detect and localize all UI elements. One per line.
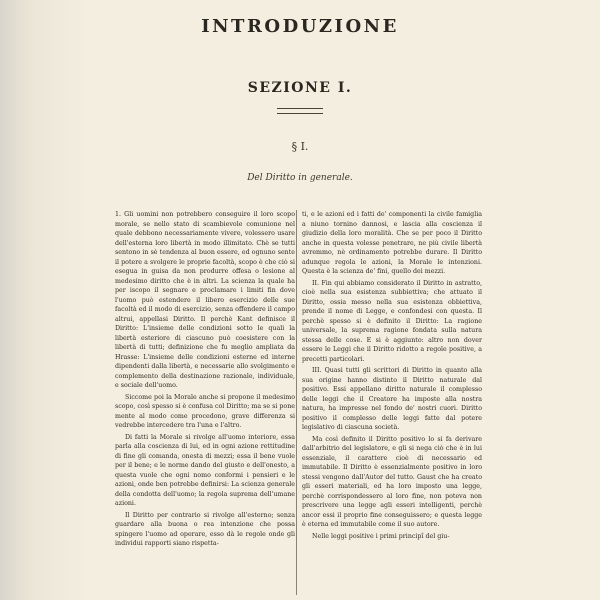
body-paragraph: II. Fin qui abbiamo considerato il Diritto in astratto, cioè nella sua esistenza subbiettiva; che attuato il Diritto, ossia messo nella sua esistenza obbiettiva, prende il nome di Legge, e confondesi con questa. Il perchè spesso si è definito il Diritto: La ragione universale, la suprema ragione fondata sulla natura stessa delle cose. E si è aggiunto: altro non dover essere le Leggi che il Diritto ridotto a regole positive, a precetti particolari. — [302, 279, 482, 363]
body-paragraph: Siccome poi la Morale anche si propone il medesimo scopo, così spesso si è confusa col Diritto; ma se si pone mente al modo come procedono, grave differenza si vedrebbe intercedere tra l'una e l'altro. — [115, 393, 295, 429]
body-paragraph: 1. Gli uomini non potrebbero conseguire il loro scopo morale, se nello stato di scambievole comunione nel quale debbono necessariamente vivere, volessero usare dell'esterna loro libertà in modo illimitato. Chè se tutti sentono in sè tendenza al buon essere, ed ognuno sente il potere a svolgere le proprie facoltà, scopo è che ciò si esegua in guisa da non produrre offesa o lesione al medesimo diritto che è in altri. La scienza la quale ha per iscopo il segnare e proclamare i limiti fin dove l'uomo può estendere il libero esercizio delle sue facoltà ed il modo di esercizio, senza offendere il campo altrui, appellasi Diritto. Il perchè Kant definisce il Diritto: L'insieme delle condizioni sotto le quali la libertà esteriore di ciascuno può coesistere con la libertà di tutti; definizione che fu meglio ampliata da Hrasse: L'insieme delle condizioni esterne ed interne dipendenti dalla libertà, e necessarie allo svolgimento e complemento della destinazione razionale, individuale, e sociale dell'uomo. — [115, 211, 295, 389]
body-paragraph: Ma così definito il Diritto positivo lo si fa derivare dall'arbitrio del legislatore, e gli si nega ciò che è in lui essenziale, il carattere cioè di necessario ed immutabile. Il Diritto è essenzialmente positivo in loro stessi vengono dall'Autor del tutto. Gaust che ha creato gli esseri materiali, ed ha loro imposto una legge, perchè corrispondessero al loro fine, non poteva non prescrivere una legge agli esseri intelligenti, perchè ancor essi il proprio fine conseguissero; e questa legge è eterna ed immutabile come il suo autore. — [302, 435, 482, 528]
text-column-right — [302, 210, 482, 543]
section-heading: SEZIONE I. — [247, 80, 353, 96]
body-paragraph: Di fatti la Morale si rivolge all'uomo interiore, essa parla alla coscienza di lui, ed in ogni azione rettitudine di fine gli comanda, onesta di mezzi; essa il bene vuole per il bene; e le norme dando del giusto e dell'onesto, a questa vuole che ogni nomo conformi i pensieri e le azioni, onde ben potrebbe definirsi: La scienza generale della condotta dell'uomo; la regola suprema dell'umane azioni. — [115, 433, 295, 507]
body-paragraph: Il Diritto per contrario si rivolge all'esterno; senza guardare alla buona o rea intenzione che possa spingere l'uomo ad operare, esso dà le regole onde gli individui rapporti siano rispetta- — [115, 511, 295, 547]
paragraph-number: § I. — [291, 140, 309, 153]
section-ornament — [277, 108, 323, 114]
body-paragraph: ti, e le azioni ed i fatti de' componenti la civile famiglia a niuno tornino dannosi, e lascia alla coscienza il giudizio della loro moralità. Che se per poco il Diritto anche in questa volesse penetrare, ne più civile libertà avremmo, nè ordinamento potrebbe durare. Il Diritto adunque regola le azioni, la Morale le intenzioni. Questa è la scienza de' fini, quello dei mezzi. — [302, 211, 482, 275]
column-divider — [296, 210, 297, 595]
text-column-left — [115, 210, 295, 551]
page-title: INTRODUZIONE — [201, 16, 399, 37]
body-paragraph: III. Quasi tutti gli scrittori di Diritto in quanto alla sua origine hanno distinto il Diritto naturale dal positivo. Essi appellano diritto naturale il complesso delle leggi che il Creatore ha imposte alla nostra natura, ha impresse nel fondo de' nostri cuori. Diritto positivo il complesso delle leggi fatte dal potere legislativo di ciascuna società. — [302, 367, 482, 431]
body-paragraph: Nelle leggi positive i primi principî del giu- — [312, 532, 450, 540]
section-subtitle: Del Diritto in generale. — [247, 173, 353, 183]
